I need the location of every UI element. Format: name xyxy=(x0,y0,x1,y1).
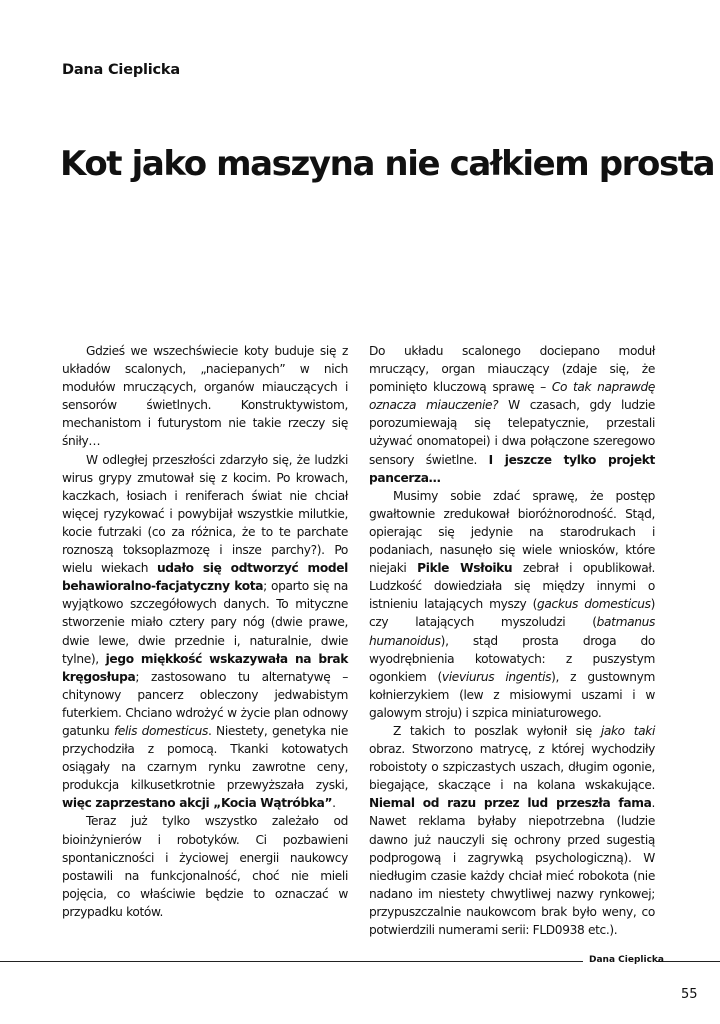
page-number: 55 xyxy=(681,987,698,1002)
emphasis: udało się odtworzyć model behawioralno-facjatyczny kota xyxy=(62,561,348,594)
text-column-right xyxy=(369,342,655,939)
emphasis-italic: jako taki xyxy=(600,723,655,738)
latin-name: batmanus humanoidus xyxy=(369,615,655,648)
text-column-left xyxy=(62,342,348,921)
latin-name: felis domesticus xyxy=(113,723,208,738)
footer-rule xyxy=(0,961,583,962)
paragraph: Z takich to poszlak wyłonił się jako taki obraz. Stworzono matrycę, z której wychodziły roboistoty o szpiczastych uszach, długim ogonie, biegające, skaczące i na kolana wskakujące. Niemal od razu przez lud przeszła fama. Nawet reklama byłaby niepotrzebna (ludzie dawno już nauczyli się ochrony przed sugestią podprogową i zagrywką psychologiczną). W niedługim czasie każdy chciał mieć robokota (nie nadano im niestety chwytliwej nazwy rynkowej; przypuszczalnie naukowcom brak było weny, co potwierdzili numerami serii: FLD0938 etc.). xyxy=(369,723,655,937)
paragraph: Musimy sobie zdać sprawę, że postęp gwałtownie zredukował bioróżnorodność. Stąd, opierając się jedynie na starodrukach i podaniach, nasunęło się wiele wniosków, które niejaki Pikle Wsłoiku zebrał i opublikował. Ludzkość dowiedziała się między innymi o istnieniu latających myszy (gackus domesticus) czy latających myszoludzi (batmanus humanoidus), stąd prosta droga do wyodrębnienia kotowatych: z puszystym ogonkiem (vieviurus ingentis), z gustownym kołnierzykiem (lew z misiowymi uszami i w galowym stroju) i szpica miniaturowego. xyxy=(369,488,656,720)
paragraph: Teraz już tylko wszystko zależało od bioinżynierów i robotyków. Ci pozbawieni spontaniczności i życiowej energii naukowcy postawili na funkcjonalność, choć nie mieli pojęcia, co właściwie będzie to oznaczać w przypadku kotów. xyxy=(62,814,348,919)
emphasis-italic: Co tak naprawdę oznacza miauczenie? xyxy=(369,380,655,413)
emphasis: Pikle Wsłoiku xyxy=(417,561,513,576)
paragraph: Gdzieś we wszechświecie koty buduje się z układów scalonych, „naciepanych” w nich modułów mruczących, organów miauczących i sensorów świetlnych. Konstruktywistom, mechanistom i futurystom nie takie rzeczy się śniły… xyxy=(62,344,348,449)
footer-author: Dana Cieplicka xyxy=(589,955,664,965)
paragraph: W odległej przeszłości zdarzyło się, że ludzki wirus grypy zmutował się z kocim. Po krowach, kaczkach, łosiach i reniferach świat nie chciał więcej ryzykować i powybijał wszystkie milutkie, kocie futrzaki (co za różnica, że to te parchate roznoszą toksoplazmozę i insze parchy?). Po wielu wiekach udało się odtworzyć model behawioralno-facjatyczny kota; oparto się na wyjątkowo szczegółowych danych. To mityczne stworzenie miało cztery pary nóg (dwie prawe, dwie lewe, dwie przednie i, naturalnie, dwie tylne), jego miękkość wskazywała na brak kręgosłupa; zastosowano tu alternatywę – chitynowy pancerz obleczony jedwabistym futerkiem. Chciano wdrożyć w życie plan odnowy gatunku felis domesticus. Niestety, genetyka nie przychodziła z pomocą. Tkanki kotowatych osiągały na czarnym rynku zawrotne ceny, produkcja kilkusetkrotnie przewyższała zyski, więc zaprzestano akcji „Kocia Wątróbka”. xyxy=(62,452,348,811)
footer-rule-right xyxy=(657,961,720,962)
latin-name: gackus domesticus xyxy=(537,597,651,612)
article-title: Kot jako maszyna nie całkiem prosta xyxy=(60,144,715,184)
article-author: Dana Cieplicka xyxy=(62,62,180,78)
emphasis: Niemal od razu przez lud przeszła fama xyxy=(369,796,652,811)
emphasis: jego miękkość wskazywała na brak kręgosłupa xyxy=(62,651,348,684)
latin-name: vieviurus ingentis xyxy=(441,669,552,684)
paragraph: Do układu scalonego dociepano moduł mruczący, organ miauczący (zdaje się, że pominięto kluczową sprawę – Co tak naprawdę oznacza miauczenie? W czasach, gdy ludzie porozumiewają się telepatycznie, przestali używać onomatopei) i dwa połączone szeregowo sensory świetlne. I jeszcze tylko projekt pancerza… xyxy=(369,344,656,485)
emphasis: więc zaprzestano akcji „Kocia Wątróbka” xyxy=(62,796,333,811)
emphasis: I jeszcze tylko projekt pancerza… xyxy=(369,452,655,485)
